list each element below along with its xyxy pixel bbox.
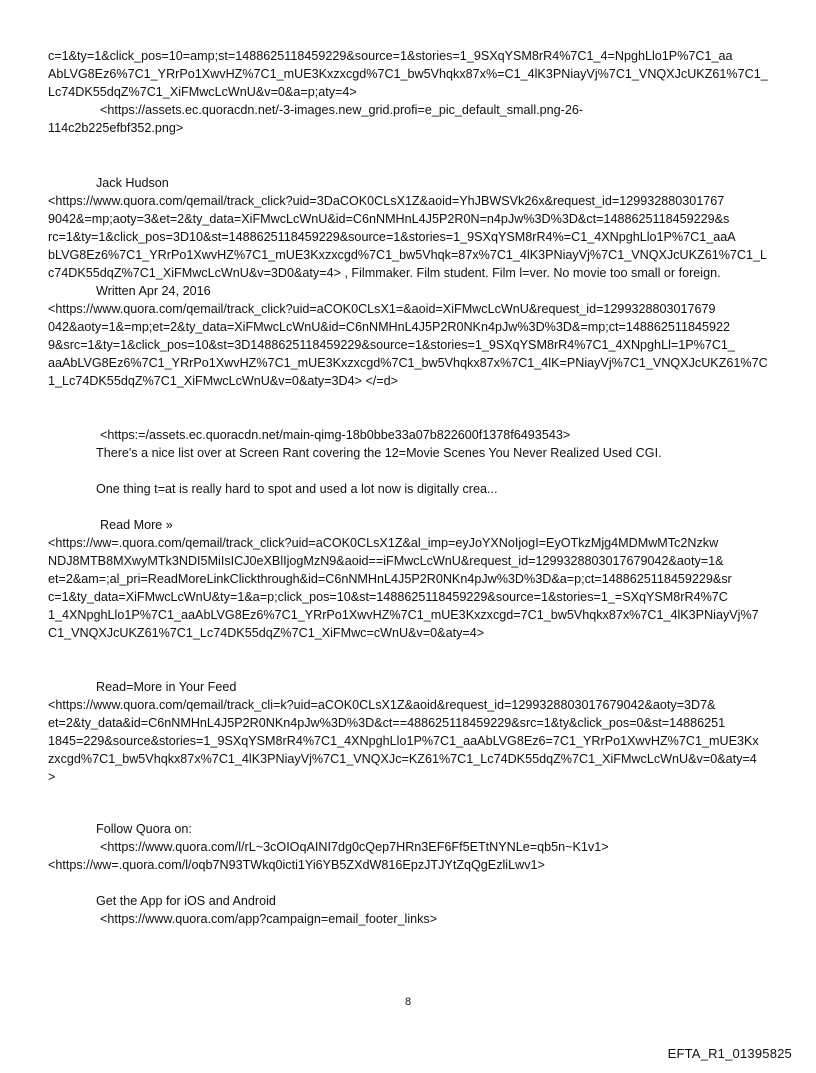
text-line: aaAbLVG8Ez6%7C1_YRrPo1XwvHZ%7C1_mUE3Kxzxcgd%7C1_bw5Vhqkx87x%7C1_4lK=PNiayVj%7C1_VNQXJcUKZ61%7C bbox=[48, 356, 768, 370]
text-line: 1_4XNpghLlo1P%7C1_aaAbLVG8Ez6%7C1_YRrPo1XwvHZ%7C1_mUE3Kxzxcgd=7C1_bw5Vhqkx87x%7C1_4lK3PNiayVj%7 bbox=[48, 608, 759, 622]
text-line: <https://assets.ec.quoracdn.net/-3-images.new_grid.profi=e_pic_default_small.png-26- bbox=[100, 103, 584, 117]
text-line: 9042&=mp;aoty=3&et=2&ty_data=XiFMwcLcWnU&id=C6nNMHnL4J5P2R0N=n4pJw%3D%3D&ct=1488625118459229&s bbox=[48, 212, 730, 226]
text-line: 042&aoty=1&=mp;et=2&ty_data=XiFMwcLcWnU&id=C6nNMHnL4J5P2R0NKn4pJw%3D%3D&=mp;ct=148862511845922 bbox=[48, 320, 730, 334]
document-id: EFTA_R1_01395825 bbox=[667, 1046, 792, 1061]
read-more-link: Read More » bbox=[100, 518, 173, 532]
text-line: <https://ww=.quora.com/l/oqb7N93TWkq0icti1Yi6YB5ZXdW816EpzJTJYtZqQgEzliLwv1> bbox=[48, 858, 545, 872]
text-line: > bbox=[48, 770, 56, 784]
page-number: 8 bbox=[404, 996, 412, 1008]
text-line: 1_Lc74DK55dqZ%7C1_XiFMwcLcWnU&v=0&aty=3D4> </=d> bbox=[48, 374, 399, 388]
text-line: c=1&ty_data=XiFMwcLcWnU&ty=1&a=p;click_pos=10&st=1488625118459229&source=1&stories=1_=SXqYSM8rR4%7C bbox=[48, 590, 728, 604]
answer-text: One thing t=at is really hard to spot and used a lot now is digitally crea... bbox=[96, 482, 498, 496]
app-heading: Get the App for iOS and Android bbox=[96, 894, 276, 908]
written-date: Written Apr 24, 2016 bbox=[96, 284, 211, 298]
text-line: <https:=/assets.ec.quoracdn.net/main-qimg-18b0bbe33a07b822600f1378f6493543> bbox=[100, 428, 571, 442]
text-line: NDJ8MTB8MXwyMTk3NDI5MiIsICJ0eXBlIjogMzN9&aoid==iFMwcLcWnU&request_id=1299328803017679042&aoty=1& bbox=[48, 554, 724, 568]
text-line: et=2&ty_data&id=C6nNMHnL4J5P2R0NKn4pJw%3D%3D&ct==488625118459229&src=1&ty&click_pos=0&st=14886251 bbox=[48, 716, 726, 730]
text-line: zxcgd%7C1_bw5Vhqkx87x%7C1_4lK3PNiayVj%7C1_VNQXJc=KZ61%7C1_Lc74DK55dqZ%7C1_XiFMwcLcWnU&v=0&aty=4 bbox=[48, 752, 757, 766]
text-line: Lc74DK55dqZ%7C1_XiFMwcLcWnU&v=0&a=p;aty=4> bbox=[48, 85, 357, 99]
text-line: et=2&am=;al_pri=ReadMoreLinkClickthrough&id=C6nNMHnL4J5P2R0NKn4pJw%3D%3D&a=p;ct=1488625118459229&sr bbox=[48, 572, 732, 586]
text-line: c=1&ty=1&click_pos=10=amp;st=1488625118459229&source=1&stories=1_9SXqYSM8rR4%7C1_4=NpghLlo1P%7C1_aa bbox=[48, 49, 733, 63]
text-line: 114c2b225efbf352.png> bbox=[48, 121, 184, 135]
text-line: AbLVG8Ez6%7C1_YRrPo1XwvHZ%7C1_mUE3Kxzxcgd%7C1_bw5Vhqkx87x%=C1_4lK3PNiayVj%7C1_VNQXJcUKZ61%7C1_ bbox=[48, 67, 768, 81]
text-line: <https://www.quora.com/app?campaign=email_footer_links> bbox=[100, 912, 438, 926]
text-line: <https://www.quora.com/qemail/track_cli=k?uid=aCOK0CLsX1Z&aoid&request_id=1299328803017679042&aoty=3D7& bbox=[48, 698, 716, 712]
text-line: bLVG8Ez6%7C1_YRrPo1XwvHZ%7C1_mUE3Kxzxcgd%7C1_bw5Vhqk=87x%7C1_4lK3PNiayVj%7C1_VNQXJcUKZ61%7C1_L bbox=[48, 248, 768, 262]
text-line: <https://ww=.quora.com/qemail/track_click?uid=aCOK0CLsX1Z&al_imp=eyJoYXNoIjogI=EyOTkzMjg4MDMwMTc2Nzkw bbox=[48, 536, 719, 550]
text-line: <https://www.quora.com/qemail/track_click?uid=aCOK0CLsX1=&aoid=XiFMwcLcWnU&request_id=1299328803017679 bbox=[48, 302, 716, 316]
text-line: <https://www.quora.com/l/rL~3cOIOqAINI7dg0cQep7HRn3EF6Ff5ETtNYNLe=qb5n~K1v1> bbox=[100, 840, 609, 854]
answer-text: There's a nice list over at Screen Rant covering the 12=Movie Scenes You Never Realized Used CGI. bbox=[96, 446, 662, 460]
author-name: Jack Hudson bbox=[96, 176, 169, 190]
text-line: rc=1&ty=1&click_pos=3D10&st=1488625118459229&source=1&stories=1_9SXqYSM8rR4%=C1_4XNpghLlo1P%7C1_aaA bbox=[48, 230, 736, 244]
text-line: c74DK55dqZ%7C1_XiFMwcLcWnU&v=3D0&aty=4> , Filmmaker. Film student. Film l=ver. No movie too small or foreign. bbox=[48, 266, 721, 280]
text-line: <https://www.quora.com/qemail/track_click?uid=3DaCOK0CLsX1Z&aoid=YhJBWSVk26x&request_id=129932880301767 bbox=[48, 194, 725, 208]
follow-heading: Follow Quora on: bbox=[96, 822, 192, 836]
text-line: C1_VNQXJcUKZ61%7C1_Lc74DK55dqZ%7C1_XiFMwc=cWnU&v=0&aty=4> bbox=[48, 626, 485, 640]
text-line: 9&src=1&ty=1&click_pos=10&st=3D1488625118459229&source=1&stories=1_9SXqYSM8rR4%7C1_4XNpghLl=1P%7C1_ bbox=[48, 338, 735, 352]
text-line: 1845=229&source&stories=1_9SXqYSM8rR4%7C1_4XNpghLlo1P%7C1_aaAbLVG8Ez6=7C1_YRrPo1XwvHZ%7C1_mUE3Kx bbox=[48, 734, 759, 748]
read-more-feed-heading: Read=More in Your Feed bbox=[96, 680, 237, 694]
